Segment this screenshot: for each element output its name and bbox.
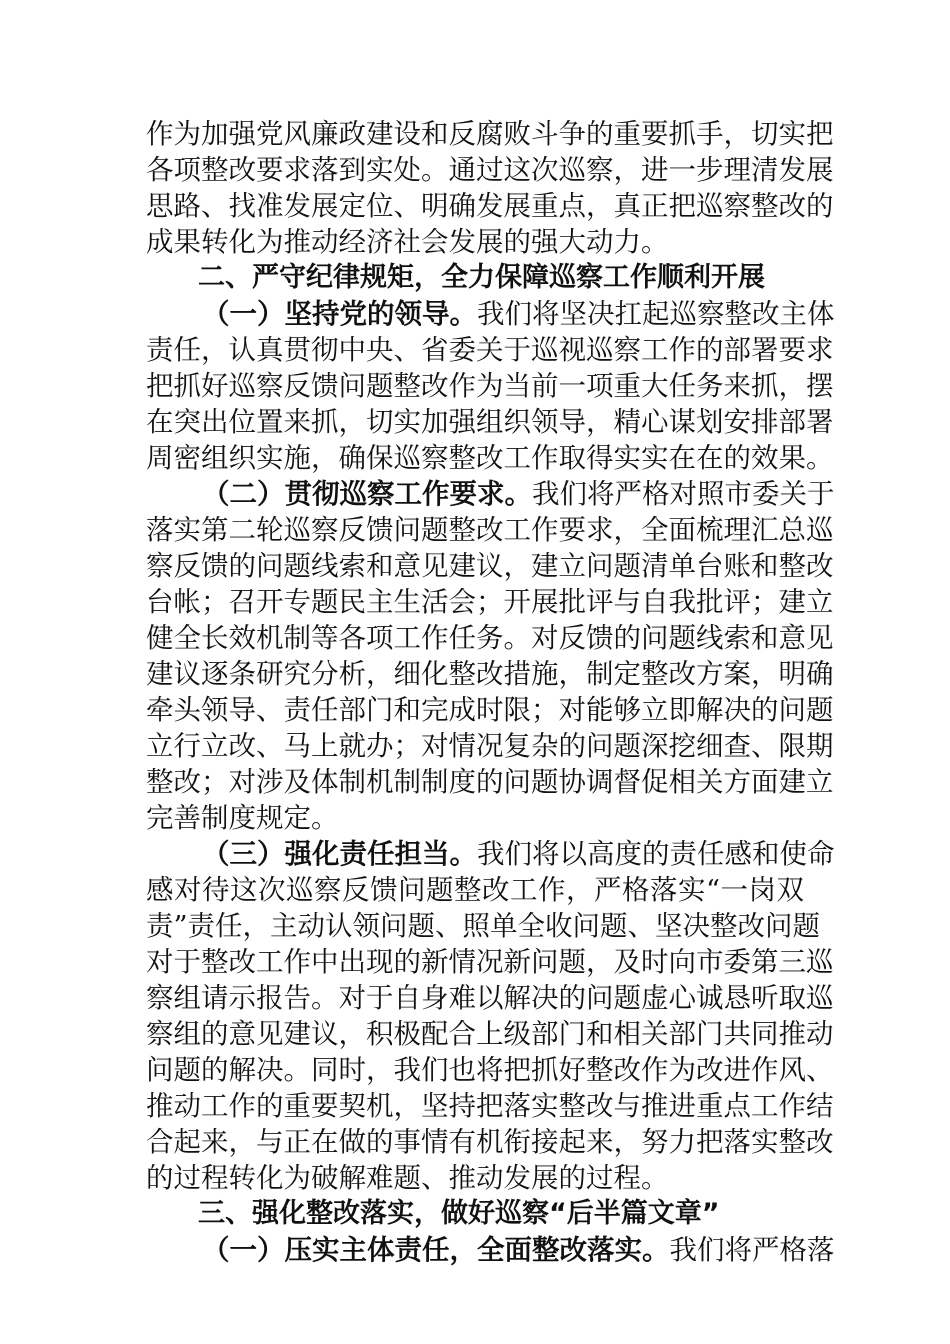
paragraph-line: 对于整改工作中出现的新情况新问题，及时向市委第三巡	[146, 946, 834, 978]
paragraph-line: 感对待这次巡察反馈问题整改工作，严格落实“一岗双	[146, 874, 804, 906]
paragraph-line: 合起来，与正在做的事情有机衔接起来，努力把落实整改	[146, 1126, 834, 1158]
paragraph-line: 推动工作的重要契机，坚持把落实整改与推进重点工作结	[146, 1090, 834, 1122]
paragraph-line: 落实第二轮巡察反馈问题整改工作要求，全面梳理汇总巡	[146, 514, 834, 546]
section-heading: 三、强化整改落实，做好巡察“后半篇文章”	[198, 1198, 720, 1229]
paragraph-line: 立行立改、马上就办；对情况复杂的问题深挖细查、限期	[146, 730, 834, 762]
paragraph-line: 察反馈的问题线索和意见建议，建立问题清单台账和整改	[146, 550, 834, 582]
paragraph-line: 在突出位置来抓，切实加强组织领导，精心谋划安排部署	[146, 406, 834, 438]
paragraph-lead: （一）压实主体责任，全面整改落实。	[202, 1234, 670, 1266]
paragraph-line: 察组请示报告。对于自身难以解决的问题虚心诚恳听取巡	[146, 982, 834, 1014]
paragraph-line: 完善制度规定。	[146, 802, 339, 834]
paragraph-line: 周密组织实施，确保巡察整改工作取得实实在在的效果。	[146, 442, 834, 474]
paragraph-text: 我们将以高度的责任感和使命	[477, 838, 835, 870]
paragraph-first-line	[202, 296, 835, 332]
paragraph-line: 牵头领导、责任部门和完成时限；对能够立即解决的问题	[146, 694, 834, 726]
paragraph-text: 我们将严格落	[669, 1234, 835, 1266]
paragraph-line: 思路、找准发展定位、明确发展重点，真正把巡察整改的	[146, 190, 834, 222]
paragraph-first-line	[202, 1232, 835, 1268]
paragraph-text: 我们将严格对照市委关于	[532, 478, 835, 510]
paragraph-lead: （二）贯彻巡察工作要求。	[202, 478, 532, 510]
paragraph-line: 建议逐条研究分析，细化整改措施，制定整改方案，明确	[146, 658, 834, 690]
paragraph-first-line	[202, 836, 835, 872]
paragraph-line: 作为加强党风廉政建设和反腐败斗争的重要抓手，切实把	[146, 118, 834, 150]
paragraph-line: 健全长效机制等各项工作任务。对反馈的问题线索和意见	[146, 622, 834, 654]
paragraph-first-line	[202, 476, 835, 512]
paragraph-text: 我们将坚决扛起巡察整改主体	[477, 298, 835, 330]
paragraph-line: 问题的解决。同时，我们也将把抓好整改作为改进作风、	[146, 1054, 834, 1086]
paragraph-line: 的过程转化为破解难题、推动发展的过程。	[146, 1162, 669, 1194]
paragraph-line: 台帐；召开专题民主生活会；开展批评与自我批评；建立	[146, 586, 834, 618]
paragraph-lead: （三）强化责任担当。	[202, 838, 477, 870]
paragraph-line: 整改；对涉及体制机制制度的问题协调督促相关方面建立	[146, 766, 834, 798]
paragraph-line: 成果转化为推动经济社会发展的强大动力。	[146, 226, 669, 258]
paragraph-line: 察组的意见建议，积极配合上级部门和相关部门共同推动	[146, 1018, 834, 1050]
paragraph-line: 各项整改要求落到实处。通过这次巡察，进一步理清发展	[146, 154, 834, 186]
paragraph-line: 责”责任，主动认领问题、照单全收问题、坚决整改问题	[146, 910, 821, 942]
section-heading: 二、严守纪律规矩，全力保障巡察工作顺利开展	[198, 262, 765, 293]
paragraph-lead: （一）坚持党的领导。	[202, 298, 477, 330]
paragraph-line: 责任，认真贯彻中央、省委关于巡视巡察工作的部署要求	[146, 334, 834, 366]
paragraph-line: 把抓好巡察反馈问题整改作为当前一项重大任务来抓，摆	[146, 370, 834, 402]
